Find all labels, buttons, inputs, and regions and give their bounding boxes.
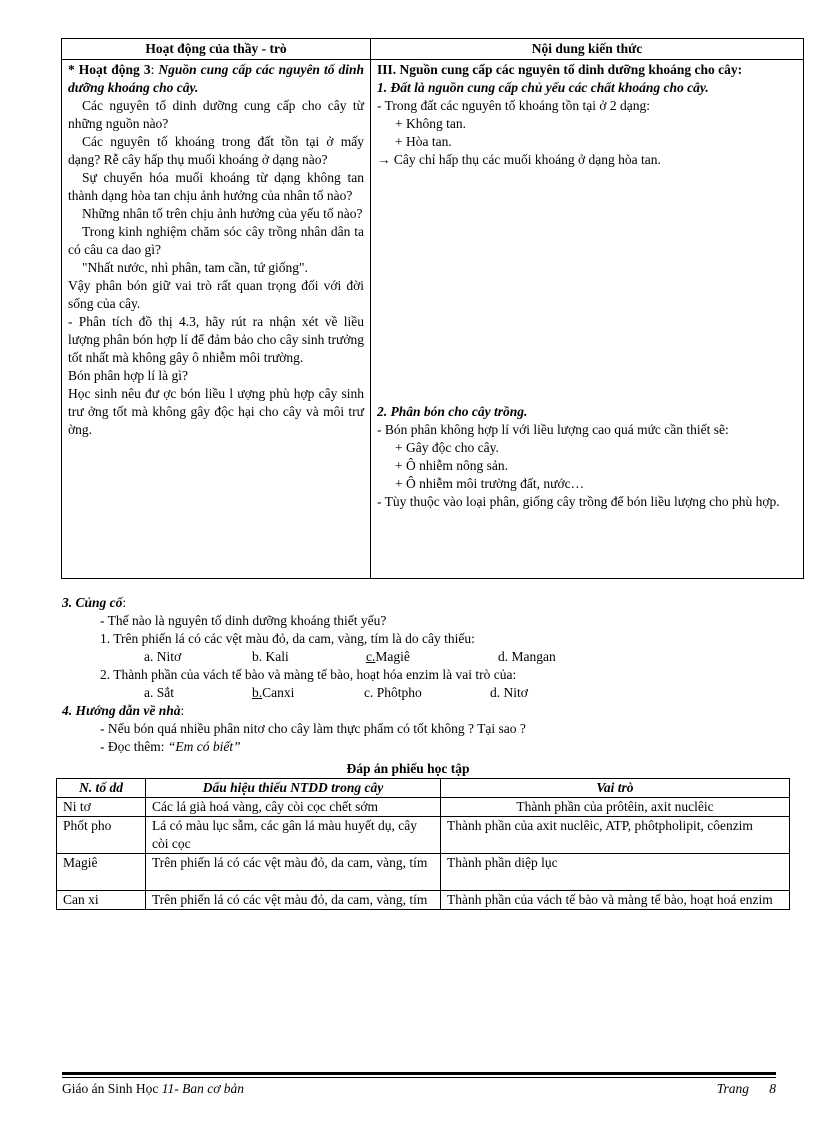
footer-divider bbox=[62, 1077, 776, 1078]
answer-options bbox=[62, 648, 802, 666]
text-line: + Ô nhiễm môi trường đất, nước… bbox=[395, 476, 585, 491]
answer-options bbox=[62, 684, 802, 702]
subsection-soil: 1. Đất là nguồn cung cấp chủ yếu các chất khoáng cho cây. bbox=[377, 80, 709, 95]
text-line: + Ô nhiễm nông sản. bbox=[395, 458, 508, 473]
table-cell: Phốt pho bbox=[57, 817, 146, 854]
table-cell: Can xi bbox=[57, 891, 146, 910]
header-teacher-student: Hoạt động của thầy - trò bbox=[62, 39, 371, 60]
spacer bbox=[377, 169, 797, 403]
section-title: III. Nguồn cung cấp các nguyên tố dinh dưỡng khoáng cho cây: bbox=[377, 62, 743, 77]
student-answer: Học sinh nêu đư ợc bón liều l ượng phù hợp cây sinh trư ởng tốt mà không gây độc hại cho cây và môi trư ờng. bbox=[68, 386, 364, 437]
fertilizer-role: Vậy phân bón giữ vai trò rất quan trọng đối với đời sống của cây. bbox=[68, 278, 364, 311]
text-line: - Bón phân không hợp lí với liều lượng cao quá mức cần thiết sẽ: bbox=[377, 422, 729, 437]
proverb: "Nhất nước, nhì phân, tam cần, tứ giống". bbox=[82, 260, 308, 275]
guide-line: - Đọc thêm: “Em có biết” bbox=[100, 739, 241, 754]
table-cell: Magiê bbox=[57, 854, 146, 891]
table-cell: Thành phần diệp lục bbox=[441, 854, 790, 891]
guide-line: - Nếu bón quá nhiều phân nitơ cho cây làm thực phẩm có tốt không ? Tại sao ? bbox=[100, 721, 526, 736]
option: c. Phôtpho bbox=[364, 685, 422, 700]
text-line: - Trong đất các nguyên tố khoáng tồn tại ở 2 dạng: bbox=[377, 98, 650, 113]
table-row bbox=[57, 798, 790, 817]
knowledge-cell bbox=[371, 60, 804, 579]
question: Bón phân hợp lí là gì? bbox=[68, 368, 188, 383]
text-line: - Tùy thuộc vào loại phân, giống cây trồng để bón liều lượng cho phù hợp. bbox=[377, 494, 780, 509]
question: Các nguyên tố khoáng trong đất tồn tại ở mấy dạng? Rễ cây hấp thụ muối khoáng ở dạng nào? bbox=[68, 134, 364, 167]
table-row bbox=[57, 891, 790, 910]
col-header: Vai trò bbox=[441, 779, 790, 798]
col-header: N. tố dd bbox=[57, 779, 146, 798]
table-cell: Thành phần của vách tế bào và màng tế bào, hoạt hoá enzim bbox=[441, 891, 790, 910]
page-footer bbox=[62, 1080, 776, 1098]
answer-table bbox=[56, 778, 790, 910]
footer-right: Trang 8 bbox=[716, 1081, 776, 1096]
option: b.Canxi bbox=[252, 685, 295, 700]
review-heading: 3. Củng cố: bbox=[62, 595, 127, 610]
lesson-table bbox=[61, 38, 804, 579]
table-cell: Trên phiến lá có các vệt màu đỏ, da cam, vàng, tím bbox=[146, 891, 441, 910]
table-cell: Thành phần của prôtêin, axit nuclêic bbox=[441, 798, 790, 817]
review-question: 2. Thành phần của vách tế bào và màng tế bào, hoạt hóa enzim là vai trò của: bbox=[100, 667, 517, 682]
footer-divider bbox=[62, 1072, 776, 1075]
subsection-fertilizer: 2. Phân bón cho cây trồng. bbox=[377, 404, 528, 419]
page-number: 8 bbox=[769, 1081, 776, 1096]
activity-heading: * Hoạt động 3: Nguồn cung cấp các nguyên tố dinh dưỡng khoáng cho cây. bbox=[68, 62, 364, 95]
option: d. Mangan bbox=[498, 649, 556, 664]
question: Các nguyên tố dinh dưỡng cung cấp cho cây từ những nguồn nào? bbox=[68, 98, 364, 131]
text-line: + Gây độc cho cây. bbox=[395, 440, 499, 455]
question: Những nhân tố trên chịu ảnh hưởng của yếu tố nào? bbox=[82, 206, 363, 221]
option: a. Sắt bbox=[144, 685, 174, 700]
table-row bbox=[57, 817, 790, 854]
question: Sự chuyển hóa muối khoáng từ dạng không tan thành dạng hòa tan chịu ảnh hưởng của nhân tố nào? bbox=[68, 170, 364, 203]
option: b. Kali bbox=[252, 649, 289, 664]
text-line: + Không tan. bbox=[395, 116, 466, 131]
option: a. Nitơ bbox=[144, 649, 182, 664]
review-section bbox=[62, 594, 802, 756]
graph-analysis: - Phân tích đồ thị 4.3, hãy rút ra nhận xét về liều lượng phân bón hợp lí để đảm bảo cho cây sinh trưởng tốt nhất mà không gây ô nhiễm môi trường. bbox=[68, 314, 364, 365]
table-cell: Thành phần của axit nuclêic, ATP, phôtpholipit, côenzim bbox=[441, 817, 790, 854]
review-question: - Thế nào là nguyên tố dinh dưỡng khoáng thiết yếu? bbox=[100, 613, 387, 628]
text-line: → Cây chỉ hấp thụ các muối khoáng ở dạng hòa tan. bbox=[377, 152, 661, 167]
option: c.Magiê bbox=[366, 649, 410, 664]
answer-sheet-title: Đáp án phiếu học tập bbox=[346, 761, 470, 776]
table-row bbox=[57, 854, 790, 891]
table-cell: Ni tơ bbox=[57, 798, 146, 817]
table-cell: Lá có màu lục sẫm, các gân lá màu huyết dụ, cây còi cọc bbox=[146, 817, 441, 854]
review-question: 1. Trên phiến lá có các vệt màu đỏ, da cam, vàng, tím là do cây thiếu: bbox=[100, 631, 475, 646]
col-header: Dấu hiệu thiếu NTDD trong cây bbox=[146, 779, 441, 798]
text-line: + Hòa tan. bbox=[395, 134, 452, 149]
guide-heading: 4. Hướng dẫn về nhà: bbox=[62, 703, 185, 718]
option: d. Nitơ bbox=[490, 685, 528, 700]
activity-cell bbox=[62, 60, 371, 579]
table-cell: Trên phiến lá có các vệt màu đỏ, da cam, vàng, tím bbox=[146, 854, 441, 891]
footer-left: Giáo án Sinh Học 11- Ban cơ bản bbox=[62, 1081, 245, 1096]
header-knowledge: Nội dung kiến thức bbox=[371, 39, 804, 60]
table-cell: Các lá già hoá vàng, cây còi cọc chết sớm bbox=[146, 798, 441, 817]
question: Trong kinh nghiệm chăm sóc cây trồng nhân dân ta có câu ca dao gì? bbox=[68, 224, 364, 257]
